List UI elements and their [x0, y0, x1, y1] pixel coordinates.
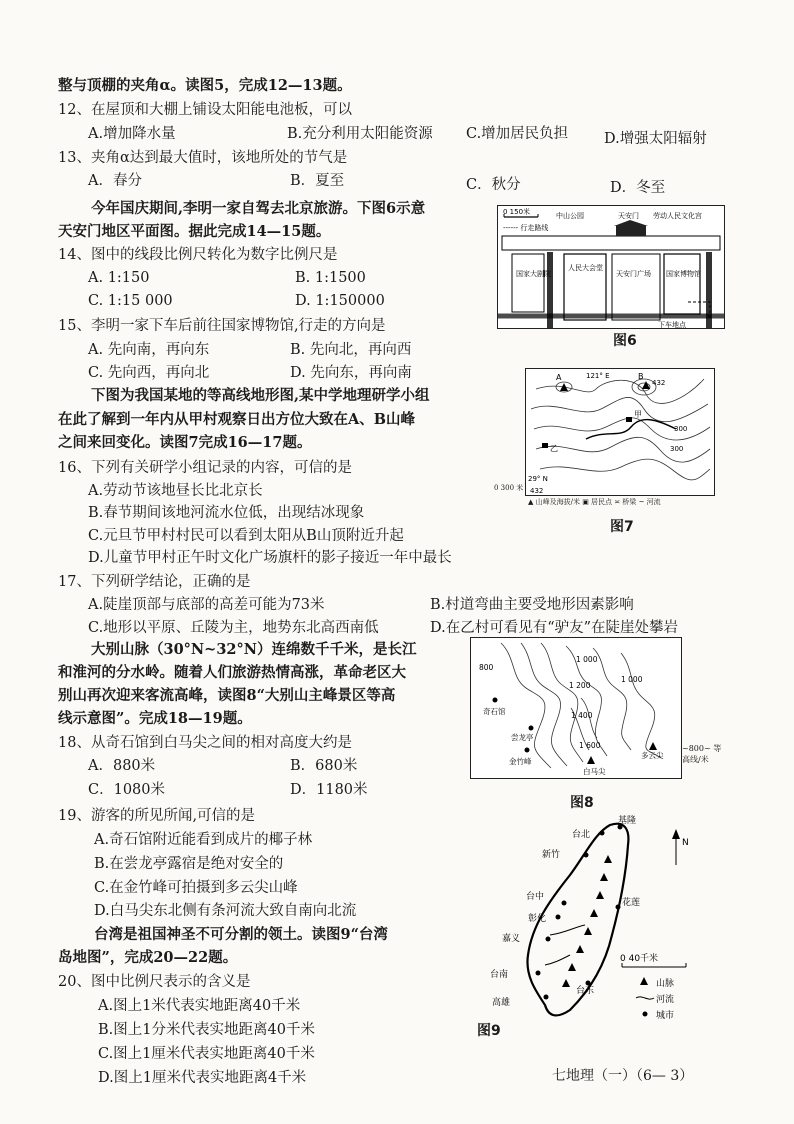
q17-option-b: B.村道弯曲主要受地形因素影响 — [430, 597, 634, 613]
fig7-elev-2: 300 — [674, 425, 688, 433]
intro-q16-17-line3: 之间来回变化。读图7完成16—17题。 — [58, 434, 312, 451]
intro-q16-17-line1: 下图为我国某地的等高线地形图,某中学地理研学小组 — [91, 387, 430, 404]
intro-q14-15-line1: 今年国庆期间,李明一家自驾去北京旅游。下图6示意 — [91, 200, 426, 217]
q17-option-a: A.陡崖顶部与底部的高差可能为73米 — [88, 597, 325, 613]
q16-option-b: B.春节期间该地河流水位低，出现结冰现象 — [88, 505, 365, 521]
fig6-label-museum: 国家博物馆 — [666, 270, 701, 278]
q18-option-d: D．1180米 — [290, 782, 368, 798]
q16-stem: 16、下列有关研学小组记录的内容，可信的是 — [58, 460, 352, 476]
fig9-city-tainan: 台南 — [490, 970, 509, 980]
fig8-legend: ~800~ 等高线/米 — [682, 744, 722, 764]
fig8-contour-1200: 1 200 — [569, 681, 591, 690]
page-footer: 七地理（一）（6— 3） — [552, 1068, 694, 1084]
intro-q18-19-line1: 大别山脉（30°N~32°N）连绵数千千米，是长江 — [91, 641, 417, 658]
fig8-contour-1600: 1 600 — [579, 741, 601, 750]
fig8-place-jinzhufeng: 金竹峰 — [509, 757, 532, 766]
q14-option-b: B. 1:1500 — [295, 270, 366, 286]
fig9-city-kaohsiung: 高雄 — [492, 998, 511, 1008]
fig9-legend-river: 河流 — [656, 995, 675, 1005]
fig6-label-theatre: 国家大剧院 — [516, 270, 551, 278]
q18-option-b: B．680米 — [290, 758, 358, 774]
fig6-label-zhongshan: 中山公园 — [556, 212, 584, 220]
q20-stem: 20、图中比例尺表示的含义是 — [58, 974, 251, 990]
q15-option-d: D. 先向东，再向南 — [290, 365, 412, 381]
fig7-latitude: 29° N — [528, 475, 548, 483]
fig8-place-changlongting: 尝龙亭 — [511, 733, 534, 742]
q18-option-c: C．1080米 — [88, 782, 165, 798]
fig9-legend-mountain: 山脉 — [656, 979, 675, 989]
fig7-scale: 0 300 米 — [494, 484, 524, 492]
tiananmen-map-drawing — [498, 206, 724, 328]
fig7-label-a: A — [556, 373, 562, 382]
q13-option-d: D．冬至 — [610, 180, 666, 196]
q19-option-d: D.白马尖东北侧有条河流大致自南向北流 — [94, 903, 357, 919]
fig7-label-yi: 乙 — [550, 444, 558, 453]
fig6-label-dropoff: 下车地点 — [658, 321, 686, 328]
figure-6-caption: 图6 — [613, 333, 637, 349]
intro-q18-19-line4: 线示意图”。完成18—19题。 — [58, 710, 252, 727]
q20-option-d: D.图上1厘米代表实地距离4千米 — [98, 1070, 307, 1086]
taiwan-island-map — [490, 815, 722, 1045]
intro-q20-22-line2: 岛地图”，完成20—22题。 — [58, 949, 238, 966]
q13-option-b: B．夏至 — [290, 173, 345, 189]
fig9-city-taipei: 台北 — [572, 830, 591, 840]
q16-option-d: D.儿童节甲村正午时文化广场旗杆的影子接近一年中最长 — [88, 550, 452, 566]
intro-q20-22-line1: 台湾是祖国神圣不可分割的领土。读图9“台湾 — [94, 926, 388, 943]
q15-option-a: A. 先向南，再向东 — [88, 342, 210, 358]
fig7-elev-1: 432 — [652, 379, 666, 387]
fig9-scale: 0 40千米 — [620, 954, 659, 964]
q20-option-b: B.图上1分米代表实地距离40千米 — [98, 1022, 315, 1038]
fig8-contour-1000b: 1 000 — [621, 675, 643, 684]
dabieshan-contour-drawing — [471, 638, 681, 778]
fig6-label-tiananmen: 天安门 — [618, 212, 639, 220]
fig8-place-baimajian: 白马尖 — [583, 767, 606, 776]
q17-stem: 17、下列研学结论，正确的是 — [58, 574, 251, 590]
fig7-label-jia: 甲 — [634, 410, 642, 419]
fig6-scale-label: 0 150米 — [503, 208, 531, 216]
q15-stem: 15、李明一家下车后前往国家博物馆,行走的方向是 — [58, 318, 386, 334]
q16-option-a: A.劳动节该地昼长比北京长 — [88, 483, 263, 499]
fig7-label-b: B — [638, 372, 644, 381]
fig7-legend: ▲ 山峰及海拔/米 ▣ 居民点 ≍ 桥梁 ~ 河流 — [528, 498, 661, 506]
fig8-contour-1000: 1 000 — [576, 655, 598, 664]
q12-option-d: D.增强太阳辐射 — [604, 131, 707, 147]
fig6-label-laodong: 劳动人民文化宫 — [653, 212, 702, 220]
fig8-place-qishiguan: 奇石馆 — [483, 707, 506, 716]
fig9-north: N — [682, 838, 689, 848]
fig8-contour-800: 800 — [479, 663, 494, 672]
q20-option-a: A.图上1米代表实地距离40千米 — [98, 998, 301, 1014]
fig9-city-chiayi: 嘉义 — [502, 934, 521, 944]
fig8-place-duoyunjian: 多云尖 — [641, 751, 664, 760]
fig7-longitude: 121° E — [586, 372, 610, 380]
fig6-legend-route: ------ 行走路线 — [503, 224, 549, 232]
fig9-city-hsinchu: 新竹 — [542, 850, 561, 860]
q16-option-c: C.元旦节甲村村民可以看到太阳从B山顶附近升起 — [88, 528, 404, 544]
q14-option-d: D. 1:150000 — [295, 293, 385, 309]
q19-stem: 19、游客的所见所闻,可信的是 — [58, 808, 256, 824]
intro-q14-15-line2: 天安门地区平面图。据此完成14—15题。 — [58, 223, 331, 240]
figure-6-map — [497, 205, 725, 329]
q14-option-c: C. 1:15 000 — [88, 293, 173, 309]
q12-option-c: C.增加居民负担 — [466, 126, 569, 142]
q17-option-d: D.在乙村可看见有“驴友”在陡崖处攀岩 — [430, 620, 679, 636]
q12-option-b: B.充分利用太阳能资源 — [287, 126, 433, 142]
intro-q18-19-line3: 别山再次迎来客流高峰，读图8“大别山主峰景区等高 — [58, 687, 396, 704]
fig9-city-hualien: 花莲 — [622, 898, 641, 908]
q19-option-c: C.在金竹峰可拍摄到多云尖山峰 — [94, 880, 298, 896]
intro-q16-17-line2: 在此了解到一年内从甲村观察日出方位大致在A、B山峰 — [58, 411, 416, 428]
fig7-elev-3: 300 — [670, 445, 684, 453]
fig9-city-taichung: 台中 — [526, 892, 545, 902]
q18-stem: 18、从奇石馆到白马尖之间的相对高度大约是 — [58, 735, 352, 751]
q15-option-b: B. 先向北，再向西 — [290, 342, 412, 358]
q14-option-a: A. 1:150 — [88, 270, 150, 286]
fig9-legend-city: 城市 — [656, 1011, 675, 1021]
figure-8-caption: 图8 — [570, 795, 594, 811]
fig6-label-square: 天安门广场 — [616, 270, 651, 278]
intro-q12-13: 整与顶棚的夹角α。读图5，完成12—13题。 — [58, 77, 352, 94]
fig9-city-keelung: 基隆 — [618, 816, 637, 826]
fig9-city-changhua: 彰化 — [528, 914, 547, 924]
q12-option-a: A.增加降水量 — [88, 126, 176, 142]
q18-option-a: A．880米 — [88, 758, 156, 774]
q13-option-a: A．春分 — [88, 173, 142, 189]
contour-map-drawing — [526, 369, 714, 495]
q14-stem: 14、图中的线段比例尺转化为数字比例尺是 — [58, 247, 338, 263]
q13-option-c: C．秋分 — [466, 177, 521, 193]
figure-7-caption: 图7 — [610, 519, 634, 535]
q19-option-b: B.在尝龙亭露宿是绝对安全的 — [94, 856, 284, 872]
q20-option-c: C.图上1厘米代表实地距离40千米 — [98, 1046, 315, 1062]
fig8-contour-1400: 1 400 — [571, 711, 593, 720]
q17-option-c: C.地形以平原、丘陵为主，地势东北高西南低 — [88, 620, 379, 636]
fig7-elev-4: 432 — [530, 487, 544, 495]
q19-option-a: A.奇石馆附近能看到成片的椰子林 — [94, 832, 313, 848]
figure-7-map — [525, 368, 715, 496]
q13-stem: 13、夹角α达到最大值时，该地所处的节气是 — [58, 150, 348, 166]
q15-option-c: C. 先向西，再向北 — [88, 365, 210, 381]
figure-9-caption: 图9 — [477, 1023, 501, 1039]
q12-stem: 12、在屋顶和大棚上铺设太阳能电池板，可以 — [58, 102, 352, 118]
fig9-city-taitung: 台东 — [576, 986, 595, 996]
intro-q18-19-line2: 和淮河的分水岭。随着人们旅游热情高涨，革命老区大 — [58, 664, 406, 681]
fig6-label-hall: 人民大会堂 — [568, 264, 603, 272]
figure-8-map — [470, 637, 682, 779]
